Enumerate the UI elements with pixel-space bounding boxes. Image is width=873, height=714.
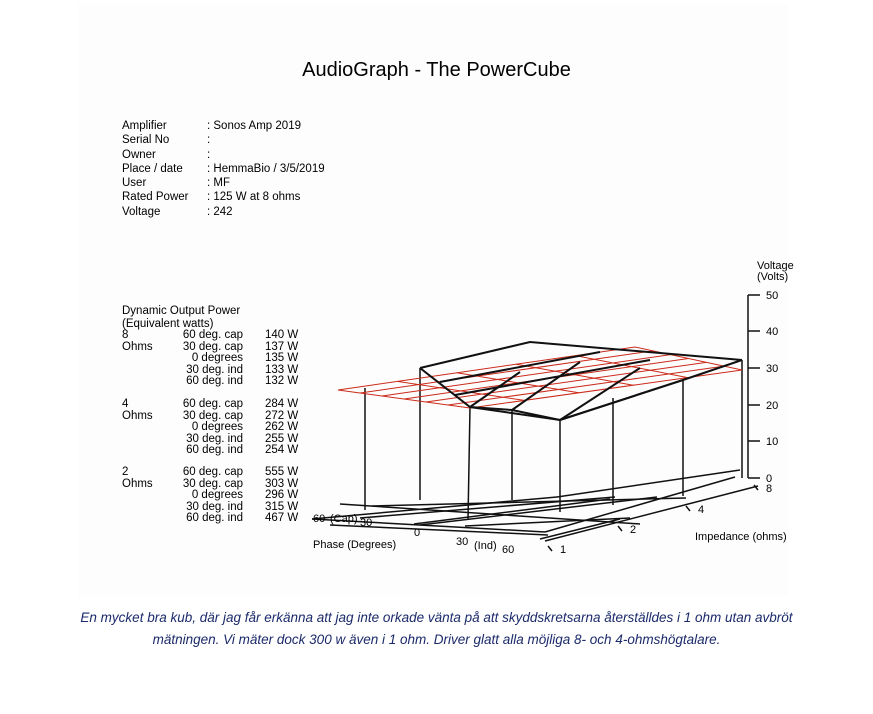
- info-value: :: [207, 134, 211, 147]
- impedance-tick: [548, 546, 552, 551]
- voltage-tick-label: 50: [766, 290, 779, 302]
- power-row-watts: 132 W: [265, 375, 299, 387]
- phase-tick-label: (Cap): [330, 513, 358, 525]
- power-row-watts: 296 W: [265, 489, 299, 501]
- info-label: Amplifier: [122, 120, 167, 132]
- phase-axis-label: Phase (Degrees): [313, 539, 397, 551]
- impedance-tick: [686, 506, 690, 511]
- power-row-watts: 255 W: [265, 432, 299, 445]
- phase-tick-label: 30: [456, 536, 469, 548]
- caption-line-1: En mycket bra kub, där jag får erkänna att jag inte orkade vänta på att skyddskretsarna återställdes i 1 ohm utan avbröt: [80, 610, 793, 625]
- info-label: User: [122, 177, 147, 190]
- voltage-tick-label: 30: [766, 363, 779, 375]
- power-row-watts: 140 W: [265, 329, 299, 341]
- dynamic-power-subtitle: (Equivalent watts): [122, 318, 214, 330]
- voltage-tick-label: 20: [766, 400, 779, 412]
- power-row-phase: 30 deg. cap: [182, 477, 243, 490]
- power-group-label: 2 Ohms: [122, 466, 153, 490]
- power-row-watts: 135 W: [265, 352, 299, 364]
- impedance-tick-label: 1: [560, 544, 567, 556]
- power-row-watts: 555 W: [265, 466, 299, 478]
- phase-tick-label: 60: [313, 513, 326, 525]
- power-row-phase: 60 deg. ind: [186, 375, 243, 387]
- power-row-watts: 254 W: [265, 444, 299, 456]
- power-row-phase: 60 deg. cap: [182, 466, 243, 478]
- power-row-phase: 0 degrees: [191, 352, 243, 364]
- power-row-phase: 60 deg. cap: [182, 329, 243, 341]
- impedance-tick: [618, 526, 622, 531]
- power-row-phase: 0 degrees: [191, 421, 243, 433]
- impedance-axis-label: Impedance (ohms): [695, 531, 787, 543]
- info-label: Owner: [122, 148, 156, 161]
- image-caption: [10, 607, 863, 651]
- power-row-watts: 272 W: [265, 409, 299, 422]
- dynamic-power-title: Dynamic Output Power: [122, 305, 241, 317]
- power-row-phase: 30 deg. ind: [186, 363, 243, 376]
- rated-plane-outline: [338, 347, 742, 408]
- info-value: :: [207, 148, 211, 161]
- power-row-phase: 30 deg. ind: [186, 500, 243, 513]
- rated-plane-grid: [426, 362, 706, 402]
- power-row-phase: 60 deg. ind: [186, 512, 243, 524]
- impedance-tick-label: 2: [630, 524, 637, 536]
- surface-grid-line: [560, 380, 683, 420]
- info-label: Rated Power: [122, 191, 189, 204]
- surface-grid-line: [440, 352, 600, 382]
- chart-title: AudioGraph - The PowerCube: [302, 59, 571, 81]
- caption-line-2: mätningen. Vi mäter dock 300 w även i 1 ohm. Driver glatt alla möjliga 8- och 4-ohmshögtalare.: [152, 632, 721, 647]
- voltage-axis-unit: (Volts): [757, 271, 789, 283]
- voltage-axis-label: Voltage: [757, 260, 794, 272]
- info-value: : HemmaBio / 3/5/2019: [207, 162, 325, 175]
- power-group-label: 4 Ohms: [122, 398, 153, 422]
- power-row-watts: 303 W: [265, 477, 299, 490]
- power-group-label: 8 Ohms: [122, 329, 153, 353]
- power-row-phase: 0 degrees: [191, 489, 243, 501]
- phase-tick-label: (Ind): [474, 540, 497, 552]
- info-value: : 125 W at 8 ohms: [207, 191, 301, 204]
- voltage-tick-label: 40: [766, 326, 779, 338]
- power-row-phase: 30 deg. ind: [186, 432, 243, 445]
- impedance-tick-label: 8: [766, 483, 773, 495]
- phase-tick-label: 0: [414, 527, 421, 539]
- power-row-watts: 284 W: [265, 398, 299, 410]
- voltage-tick-label: 0: [766, 473, 773, 485]
- power-row-phase: 60 deg. cap: [182, 398, 243, 410]
- phase-tick-label: 60: [502, 544, 515, 556]
- info-label: Place / date: [122, 162, 183, 175]
- power-row-phase: 60 deg. ind: [186, 444, 243, 456]
- info-label: Serial No: [122, 134, 170, 147]
- info-value: : Sonos Amp 2019: [207, 120, 301, 132]
- power-row-watts: 315 W: [265, 500, 299, 513]
- power-row-watts: 262 W: [265, 421, 299, 433]
- impedance-tick-label: 4: [698, 504, 705, 516]
- power-row-phase: 30 deg. cap: [182, 409, 243, 422]
- power-row-phase: 30 deg. cap: [182, 340, 243, 353]
- phase-tick-label: 30: [360, 517, 373, 529]
- power-row-watts: 467 W: [265, 512, 299, 524]
- power-row-watts: 133 W: [265, 363, 299, 376]
- info-value: : MF: [207, 177, 230, 190]
- voltage-tick-label: 10: [766, 436, 779, 448]
- info-label: Voltage: [122, 205, 161, 218]
- power-row-watts: 137 W: [265, 340, 299, 353]
- info-value: : 242: [207, 205, 233, 218]
